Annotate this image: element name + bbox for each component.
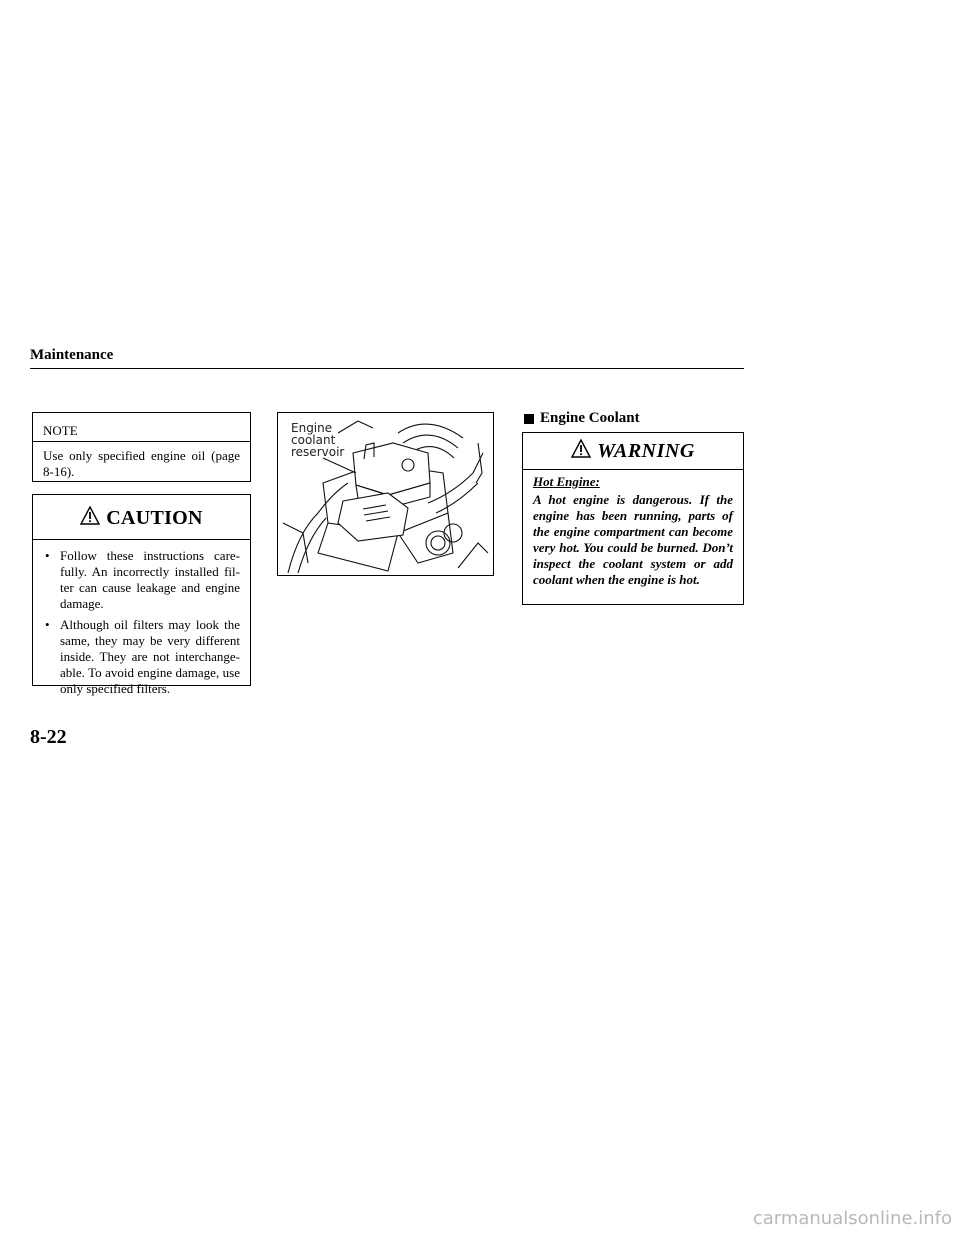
caution-box: [32, 494, 251, 696]
note-body: Use only specified engine oil (page 8-16).: [43, 448, 240, 479]
note-title: NOTE: [43, 423, 78, 438]
section-header: Maintenance: [30, 347, 114, 363]
warning-header: [523, 433, 743, 469]
warning-subtitle: Hot Engine:: [533, 474, 600, 489]
bullet-icon: •: [45, 617, 50, 632]
caution-item-text: Follow these instructions care-fully. An incorrectly installed fil-ter can cause leakage and engine damage.: [60, 548, 240, 611]
engine-illustration: [277, 412, 494, 576]
warning-title: WARNING: [597, 439, 695, 462]
warning-triangle-icon: [80, 506, 100, 531]
site-watermark: carmanualsonline.info: [752, 1208, 952, 1229]
caution-list: [33, 540, 250, 697]
figure-label-line: Engine: [291, 421, 333, 435]
caution-item: [43, 548, 240, 612]
caution-header: [33, 495, 250, 539]
page-number: 8-22: [30, 726, 67, 748]
caution-title: CAUTION: [106, 506, 203, 529]
bullet-icon: •: [45, 548, 50, 563]
engine-coolant-title: Engine Coolant: [540, 410, 640, 426]
caution-item-text: Although oil filters may look the same, they may be very different inside. They are not interchange-able. To avoid engine damage, use only specified filters.: [60, 617, 240, 696]
figure-label-line: reservoir: [291, 445, 345, 459]
figure-label: [291, 422, 344, 458]
header-rule: [30, 368, 744, 369]
engine-coolant-heading: [524, 410, 640, 427]
square-bullet-icon: [524, 414, 534, 424]
figure-label-line: coolant: [291, 433, 336, 447]
caution-item: [43, 617, 240, 697]
warning-triangle-icon: [571, 439, 591, 464]
warning-box: [522, 432, 744, 605]
note-box: [32, 412, 251, 482]
warning-body: A hot engine is dangerous. If the engine has been running, parts of the engine compartment can become very hot. You could be burned. Don’t inspect the coolant system or add coolant when the engine is hot.: [533, 492, 733, 587]
